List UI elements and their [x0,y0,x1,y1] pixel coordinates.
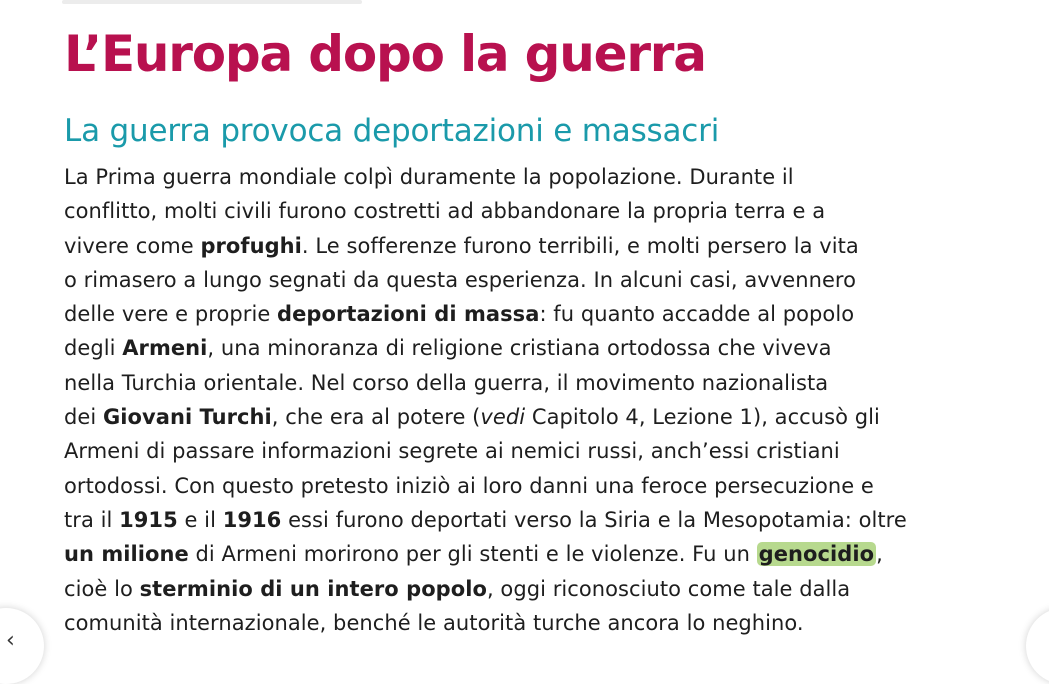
section-heading: La guerra provoca deportazioni e massacri [64,113,720,149]
text-run: conflitto, molti civili furono costretti ad abbandonare la propria terra e a [64,199,826,224]
text-run: o rimasero a lungo segnati da questa esperienza. In alcuni casi, avvennero [64,267,857,292]
chevron-left-icon: ‹ [6,628,15,653]
text-run: Armeni di passare informazioni segrete ai nemici russi, anch’essi cristiani [64,439,840,464]
text-line [64,229,1044,263]
bold-term-armeni: Armeni [122,336,208,361]
text-run: ortodossi. Con questo pretesto iniziò ai loro danni una feroce persecuzione e [64,473,874,498]
text-run: essi furono deportati verso la Siria e la Mesopotamia: oltre [281,507,907,532]
text-run: : fu quanto accadde al popolo [539,302,855,327]
text-run: Capitolo 4, Lezione 1), accusò gli [525,405,880,430]
bold-year-1916: 1916 [222,507,282,532]
top-divider [62,0,362,4]
text-line [64,537,1044,571]
text-run: , [876,542,883,567]
bold-term-un-milione: un milione [64,542,189,567]
text-line [64,366,1044,400]
text-run: degli [64,336,123,361]
text-run: di Armeni morirono per gli stenti e le violenze. Fu un [188,542,757,567]
italic-vedi: vedi [480,405,526,430]
text-line [64,400,1044,434]
text-run: e il [177,507,223,532]
text-run: nella Turchia orientale. Nel corso della guerra, il movimento nazionalista [64,370,829,395]
text-run: delle vere e proprie [64,302,278,327]
bold-term-profughi: profughi [200,233,302,258]
text-line [64,434,1044,468]
text-run: , che era al potere ( [271,405,481,430]
previous-page-button[interactable] [0,608,44,684]
text-run: , oggi riconosciuto come tale dalla [486,576,851,601]
text-run: cioè lo [64,576,140,601]
text-line [64,503,1044,537]
text-run: comunità internazionale, benché le autorità turche ancora lo neghino. [64,610,804,635]
bold-term-giovani-turchi: Giovani Turchi [102,405,272,430]
text-line [64,606,1044,640]
text-run: tra il [64,507,120,532]
text-line [64,331,1044,365]
text-run: . Le sofferenze furono terribili, e molti persero la vita [301,233,859,258]
text-line [64,469,1044,503]
text-line [64,297,1044,331]
text-run: , una minoranza di religione cristiana ortodossa che viveva [207,336,832,361]
bold-term-sterminio: sterminio di un intero popolo [139,576,487,601]
text-line [64,263,1044,297]
bold-term-deportazioni: deportazioni di massa [277,302,540,327]
page-title: L’Europa dopo la guerra [64,25,706,83]
text-line [64,572,1044,606]
text-run: dei [64,405,103,430]
text-run: La Prima guerra mondiale colpì duramente la popolazione. Durante il [64,165,794,189]
text-line [64,160,1044,194]
body-paragraph [64,160,1044,640]
text-line [64,194,1044,228]
bold-year-1915: 1915 [119,507,178,532]
text-run: vivere come [64,233,201,258]
highlighted-term-genocidio[interactable]: genocidio [758,542,875,567]
